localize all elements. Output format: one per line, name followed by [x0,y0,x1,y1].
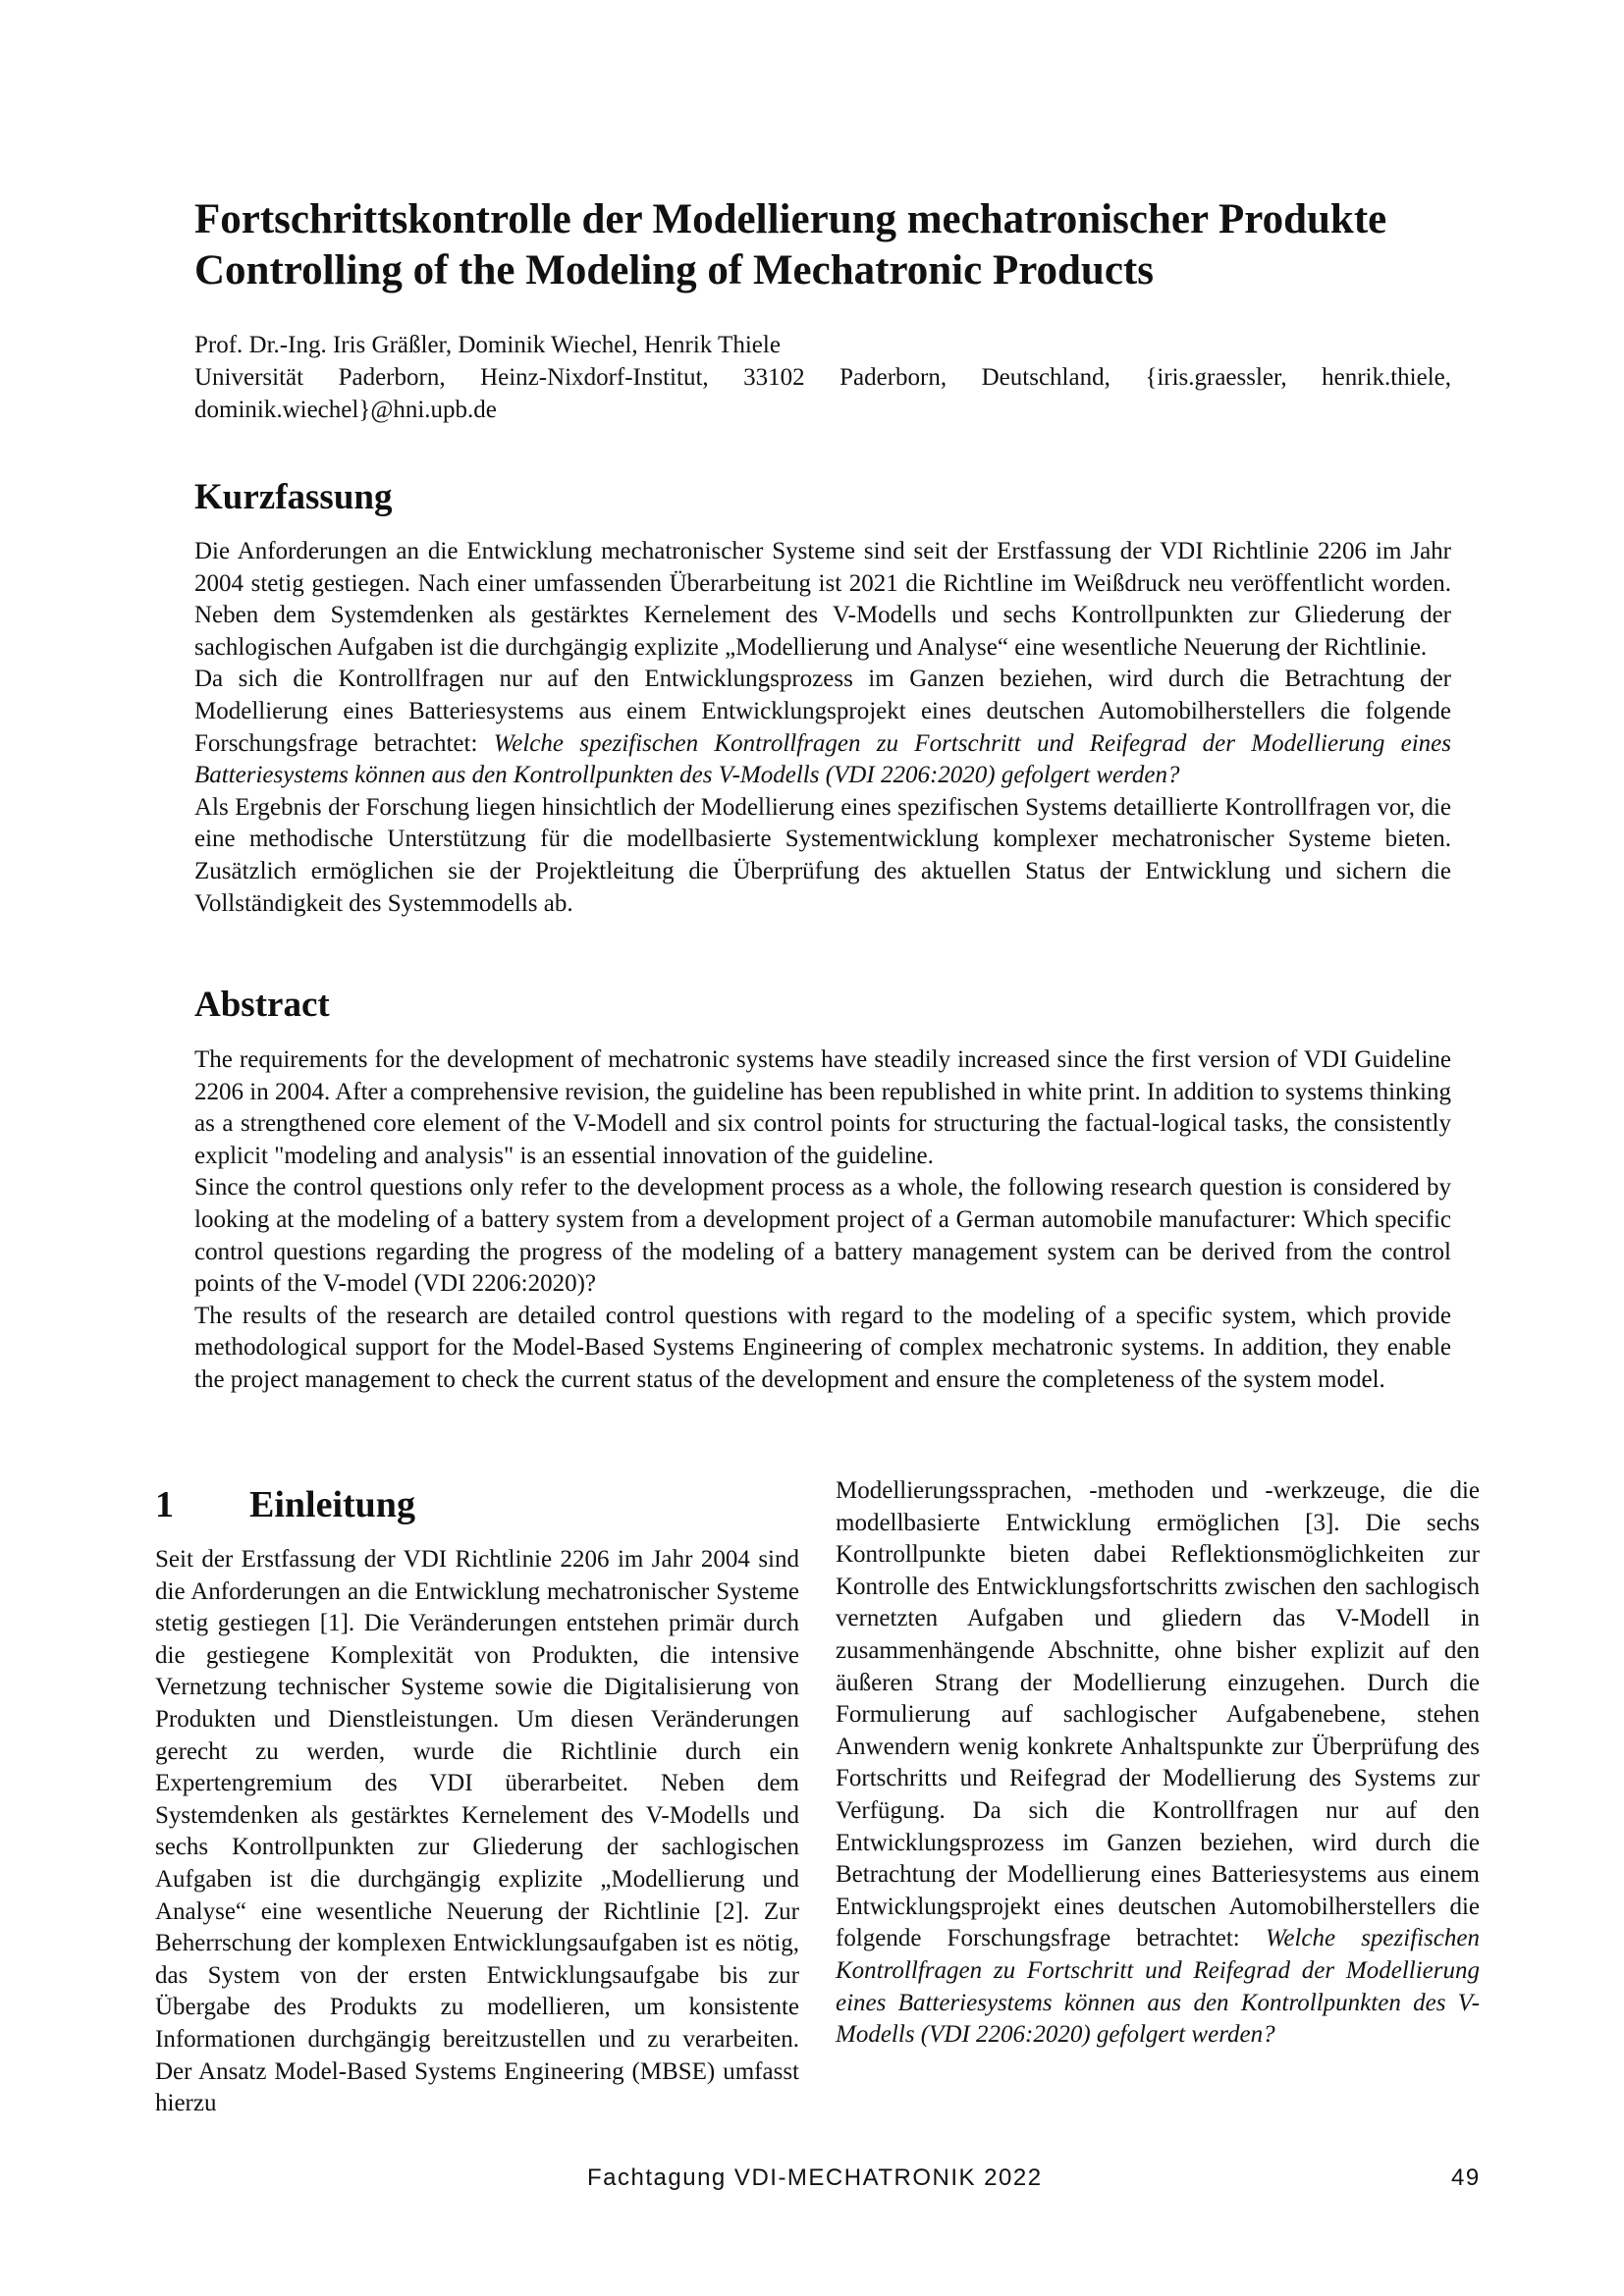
section-1-heading [155,1482,415,1527]
kurzfassung-research-question: Welche spezifischen Kontrollfragen zu Fortschritt und Reifegrad der Modellierung eines Batteriesystems können aus den Kontrollpunkten des V-Modells (VDI 2206:2020) gefolgert werden? [194,729,1451,789]
abstract-body [194,1044,1451,1397]
kurzfassung-heading: Kurzfassung [194,477,393,517]
title-english: Controlling of the Modeling of Mechatronic Products [194,247,1154,294]
section-1-right-column [836,1475,1480,2052]
paper-title [194,194,1451,296]
title-german: Fortschrittskontrolle der Modellierung mechatronischer Produkte [194,196,1387,242]
author-names: Prof. Dr.-Ing. Iris Gräßler, Dominik Wiechel, Henrik Thiele [194,332,781,358]
section-1-title: Einleitung [249,1484,415,1525]
author-block [194,329,1451,426]
section-1-right-text: Modellierungssprachen, -methoden und -werkzeuge, die die modellbasierte Entwicklung ermöglichen [3]. Die sechs Kontrollpunkte bieten dabei Reflektionsmöglichkeiten zur Kontrolle des Entwicklungsfortschritts zwischen den sachlogisch vernetzten Aufgaben und gliedern das V-Modell in zusammenhängende Abschnitte, ohne bisher explizit auf den äußeren Strang der Modellierung einzugehen. Durch die Formulierung auf sachlogischer Aufgabenebene, stehen Anwendern wenig konkrete Anhaltspunkte zur Überprüfung des Fortschritts und Reifegrad der Modellierung des Systems zur Verfügung. Da sich die Kontrollfragen nur auf den Entwicklungsprozess im Ganzen beziehen, wird durch die Betrachtung der Modellierung eines Batteriesystems aus einem Entwicklungsprojekt eines deutschen Automobilherstellers die folgende Forschungsfrage betrachtet: [836,1477,1480,1952]
page-number: 49 [1451,2164,1481,2191]
section-1-research-question: Welche spezifischen Kontrollfragen zu Fortschritt und Reifegrad der Modellierung eines Batteriesystems können aus den Kontrollpunkten des V-Modells (VDI 2206:2020) gefolgert werden? [836,1925,1481,2049]
abstract-paragraph-1: The requirements for the development of mechatronic systems have steadily increased since the first version of VDI Guideline 2206 in 2004. After a comprehensive revision, the guideline has been republished in white print. In addition to systems thinking as a strengthened core element of the V-Modell and six control points for structuring the factual-logical tasks, the consistently explicit "modeling and analysis" is an essential innovation of the guideline. [194,1046,1451,1169]
abstract-paragraph-2: Since the control questions only refer to the development process as a whole, the following research question is considered by looking at the modeling of a battery system from a development project of a German automobile manufacturer: Which specific control questions regarding the progress of the modeling of a battery management system can be derived from the control points of the V-model (VDI 2206:2020)? [194,1174,1451,1298]
section-1-number: 1 [155,1484,174,1525]
footer-conference: Fachtagung VDI-MECHATRONIK 2022 [587,2164,1043,2191]
kurzfassung-paragraph-2 [194,664,1451,791]
kurzfassung-paragraph-1: Die Anforderungen an die Entwicklung mechatronischer Systeme sind seit der Erstfassung der VDI Richtlinie 2206 im Jahr 2004 stetig gestiegen. Nach einer umfassenden Überarbeitung ist 2021 die Richtline im Weißdruck neu veröffentlicht worden. Neben dem Systemdenken als gestärktes Kernelement des V-Modells und sechs Kontrollpunkten zur Gliederung der sachlogischen Aufgaben ist die durchgängig explizite „Modellierung und Analyse“ eine wesentliche Neuerung der Richtlinie. [194,538,1451,661]
abstract-heading: Abstract [194,985,330,1025]
kurzfassung-paragraph-2-text: Da sich die Kontrollfragen nur auf den Entwicklungsprozess im Ganzen beziehen, wird durch die Betrachtung der Modellierung eines Batteriesystems aus einem Entwicklungsprojekt eines deutschen Automobilherstellers die folgende Forschungsfrage betrachtet: [194,666,1451,757]
abstract-paragraph-3: The results of the research are detailed control questions with regard to the modeling of a specific system, which provide methodological support for the Model-Based Systems Engineering of complex mechatronic systems. In addition, they enable the project management to check the current status of the development and ensure the completeness of the system model. [194,1302,1451,1393]
section-1-left-column: Seit der Erstfassung der VDI Richtlinie 2206 im Jahr 2004 sind die Anforderungen an die Entwicklung mechatronischer Systeme stetig gestiegen [1]. Die Veränderungen entstehen primär durch die gestiegene Komplexität von Produkten, die intensive Vernetzung technischer Systeme sowie die Digitalisierung von Produkten und Dienstleistungen. Um diesen Veränderungen gerecht zu werden, wurde die Richtlinie durch ein Expertengremium des VDI überarbeitet. Neben dem Systemdenken als gestärktes Kernelement des V-Modells und sechs Kontrollpunkten zur Gliederung der sachlogischen Aufgaben ist die durchgängig explizite „Modellierung und Analyse“ eine wesentliche Neuerung der Richtlinie [2]. Zur Beherrschung der komplexen Entwicklungsaufgaben ist es nötig, das System von der ersten Entwicklungsaufgabe bis zur Übergabe des Produkts zu modellieren, um konsistente Informationen durchgängig bereitzustellen und zu verarbeiten. Der Ansatz Model-Based Systems Engineering (MBSE) umfasst hierzu [155,1546,799,2117]
kurzfassung-paragraph-3: Als Ergebnis der Forschung liegen hinsichtlich der Modellierung eines spezifischen Systems detaillierte Kontrollfragen vor, die eine methodische Unterstützung für die modellbasierte Systementwicklung komplexer mechatronischer Systeme bieten. Zusätzlich ermöglichen sie der Projektleitung die Überprüfung des aktuellen Status der Entwicklung und sichern die Vollständigkeit des Systemmodells ab. [194,793,1451,917]
kurzfassung-body [194,536,1451,920]
author-affiliation: Universität Paderborn, Heinz-Nixdorf-Institut, 33102 Paderborn, Deutschland, {iris.graessler, henrik.thiele, dominik.wiechel}@hni.upb.de [194,364,1451,423]
